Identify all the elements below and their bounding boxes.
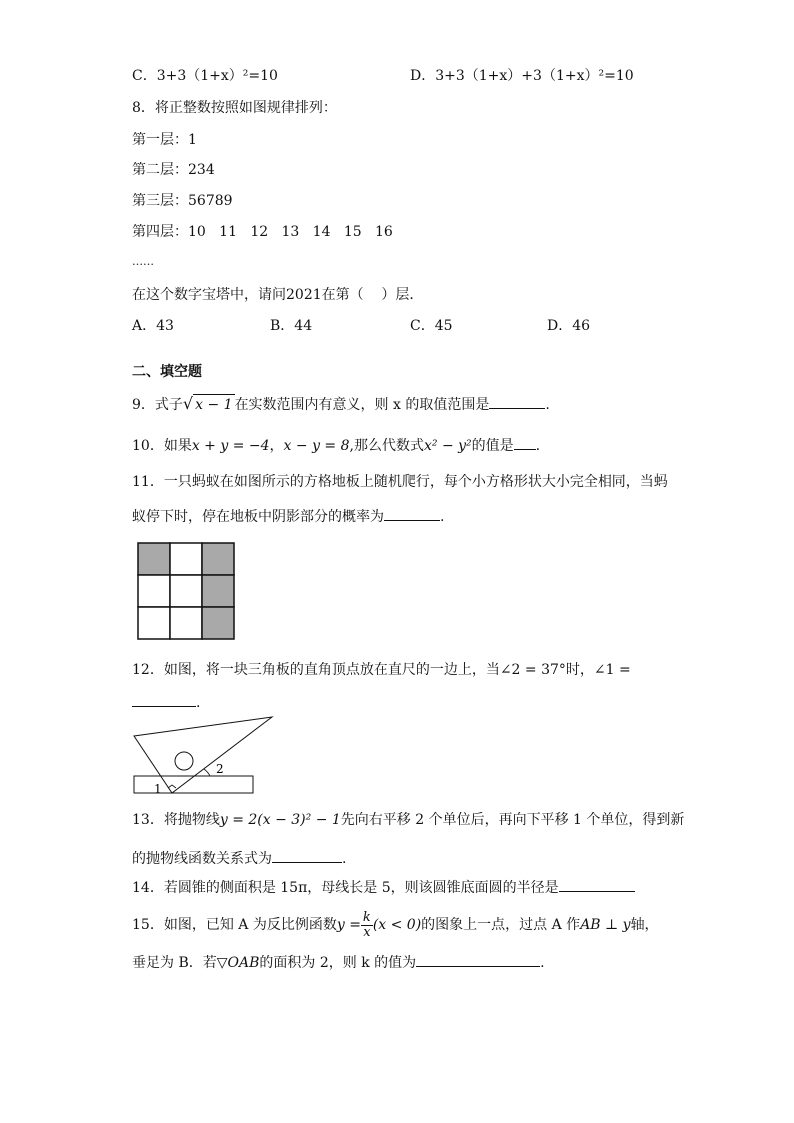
q15-suffix: 轴， [630,917,659,933]
q8-question: 在这个数字宝塔中，请问2021在第（ ）层． [132,287,424,303]
q10-suffix: 的值是 [471,438,514,454]
q8-option-c: C．45 [410,318,453,334]
q10-eq1: x + y = −4 [191,438,270,454]
q15-fraction-numerator: k [362,909,371,925]
q15-answer-blank[interactable] [416,952,540,967]
q11-line-2-text: 蚁停下时，停在地板中阴影部分的概率为 [132,509,384,525]
q8-layer-1: 第一层：1 [132,132,197,148]
q15-line-2-mid: 的面积为 2，则 k 的值为 [259,955,417,971]
q15-func-y: y = [336,917,361,933]
q10-mid: ,那么代数式 [349,438,424,454]
q11-line-1: 11．一只蚂蚁在如图所示的方格地板上随机爬行，每个小方格形状大小完全相同，当蚂 [132,474,668,490]
q9-answer-blank[interactable] [489,394,545,409]
triangle-hole [175,752,193,770]
q12-triangle-ruler-figure [132,714,277,798]
q9-radicand: x − 1 [193,394,234,415]
q8-option-a: A．43 [132,318,174,334]
q13-line-2 [132,848,346,869]
section-title-fill-in: 二、填空题 [132,364,202,380]
q15-line-1 [132,910,659,940]
q9-line [132,394,550,415]
q10-prefix: 10．如果 [132,438,192,454]
q15-mid: 的图象上一点，过点 A 作 [421,917,581,933]
q15-end: . [540,955,545,971]
q9-sqrt-sign: √ [182,394,194,413]
grid-cell-plain [138,607,170,639]
right-angle-mark [168,785,176,788]
q9-end: . [545,397,550,413]
q15-fraction [361,911,373,940]
q7-option-d: D．3+3（1+x）+3（1+x）²=10 [410,68,634,84]
q8-option-b: B．44 [270,318,313,334]
q11-line-2 [132,506,444,527]
q15-perpendicular: AB ⊥ y [580,917,631,933]
q11-answer-blank[interactable] [384,506,440,521]
q12-end: . [196,695,201,711]
q12-answer-blank[interactable] [132,692,196,707]
q10-sep: ， [269,438,284,454]
grid-cell-plain [138,575,170,607]
grid-cell-shaded [202,607,234,639]
q15-line-2 [132,952,545,973]
q8-stem: 8．将正整数按照如图规律排列： [132,100,337,116]
q15-fraction-denominator: x [363,924,371,940]
q11-tile-grid-figure [137,542,235,640]
q8-layer-4: 第四层：10 11 12 13 14 15 16 [132,224,393,240]
q9-prefix: 9．式子 [132,397,183,413]
q10-line [132,435,540,456]
angle-label-2: 2 [216,762,224,776]
q15-line-2-prefix: 垂足为 B．若 [132,955,217,971]
q10-end: . [535,438,541,454]
q8-option-d: D．46 [547,318,591,334]
grid-cell-plain [170,543,202,575]
grid-cell-shaded [202,543,234,575]
q13-suffix: 先向右平移 2 个单位后，再向下平移 1 个单位，得到新 [340,812,685,828]
grid-cell-shaded [138,543,170,575]
grid-cell-plain [170,607,202,639]
q8-layer-2: 第二层：234 [132,162,215,178]
q10-answer-blank[interactable] [514,435,536,450]
q8-layer-3: 第三层：56789 [132,193,233,209]
q13-prefix: 13．将抛物线 [132,812,220,828]
q13-expr: y = 2(x − 3)² − 1 [219,812,341,828]
q9-suffix: 在实数范围内有意义，则 x 的取值范围是 [234,397,490,413]
q12-line-2 [132,692,200,713]
angle-label-1: 1 [154,782,162,796]
q15-prefix: 15．如图，已知 A 为反比例函数 [132,917,337,933]
q14-text: 14．若圆锥的侧面积是 15π，母线长是 5，则该圆锥底面圆的半径是 [132,880,559,896]
q8-ellipsis: …… [132,255,154,268]
q13-line-2-text: 的抛物线函数关系式为 [132,851,272,867]
q7-option-c: C．3+3（1+x）²=10 [132,68,278,84]
ruler-shape [134,776,253,793]
q13-end: . [342,851,347,867]
grid-cell-shaded [202,575,234,607]
angle-2-arc [204,769,210,776]
q14-answer-blank[interactable] [559,877,635,892]
q10-expr: x² − y² [423,438,472,454]
q13-line-1 [132,810,684,830]
q14-line [132,877,635,898]
q10-eq2: x − y = 8 [283,438,350,454]
q15-triangle-oab: ▽OAB [216,955,260,971]
grid-cell-plain [170,575,202,607]
q13-answer-blank[interactable] [272,848,342,863]
q11-end: . [440,509,445,525]
q12-line-1: 12．如图，将一块三角板的直角顶点放在直尺的一边上，当∠2 = 37°时，∠1 = [132,662,631,678]
q15-domain-condition: (x < 0) [372,917,422,933]
